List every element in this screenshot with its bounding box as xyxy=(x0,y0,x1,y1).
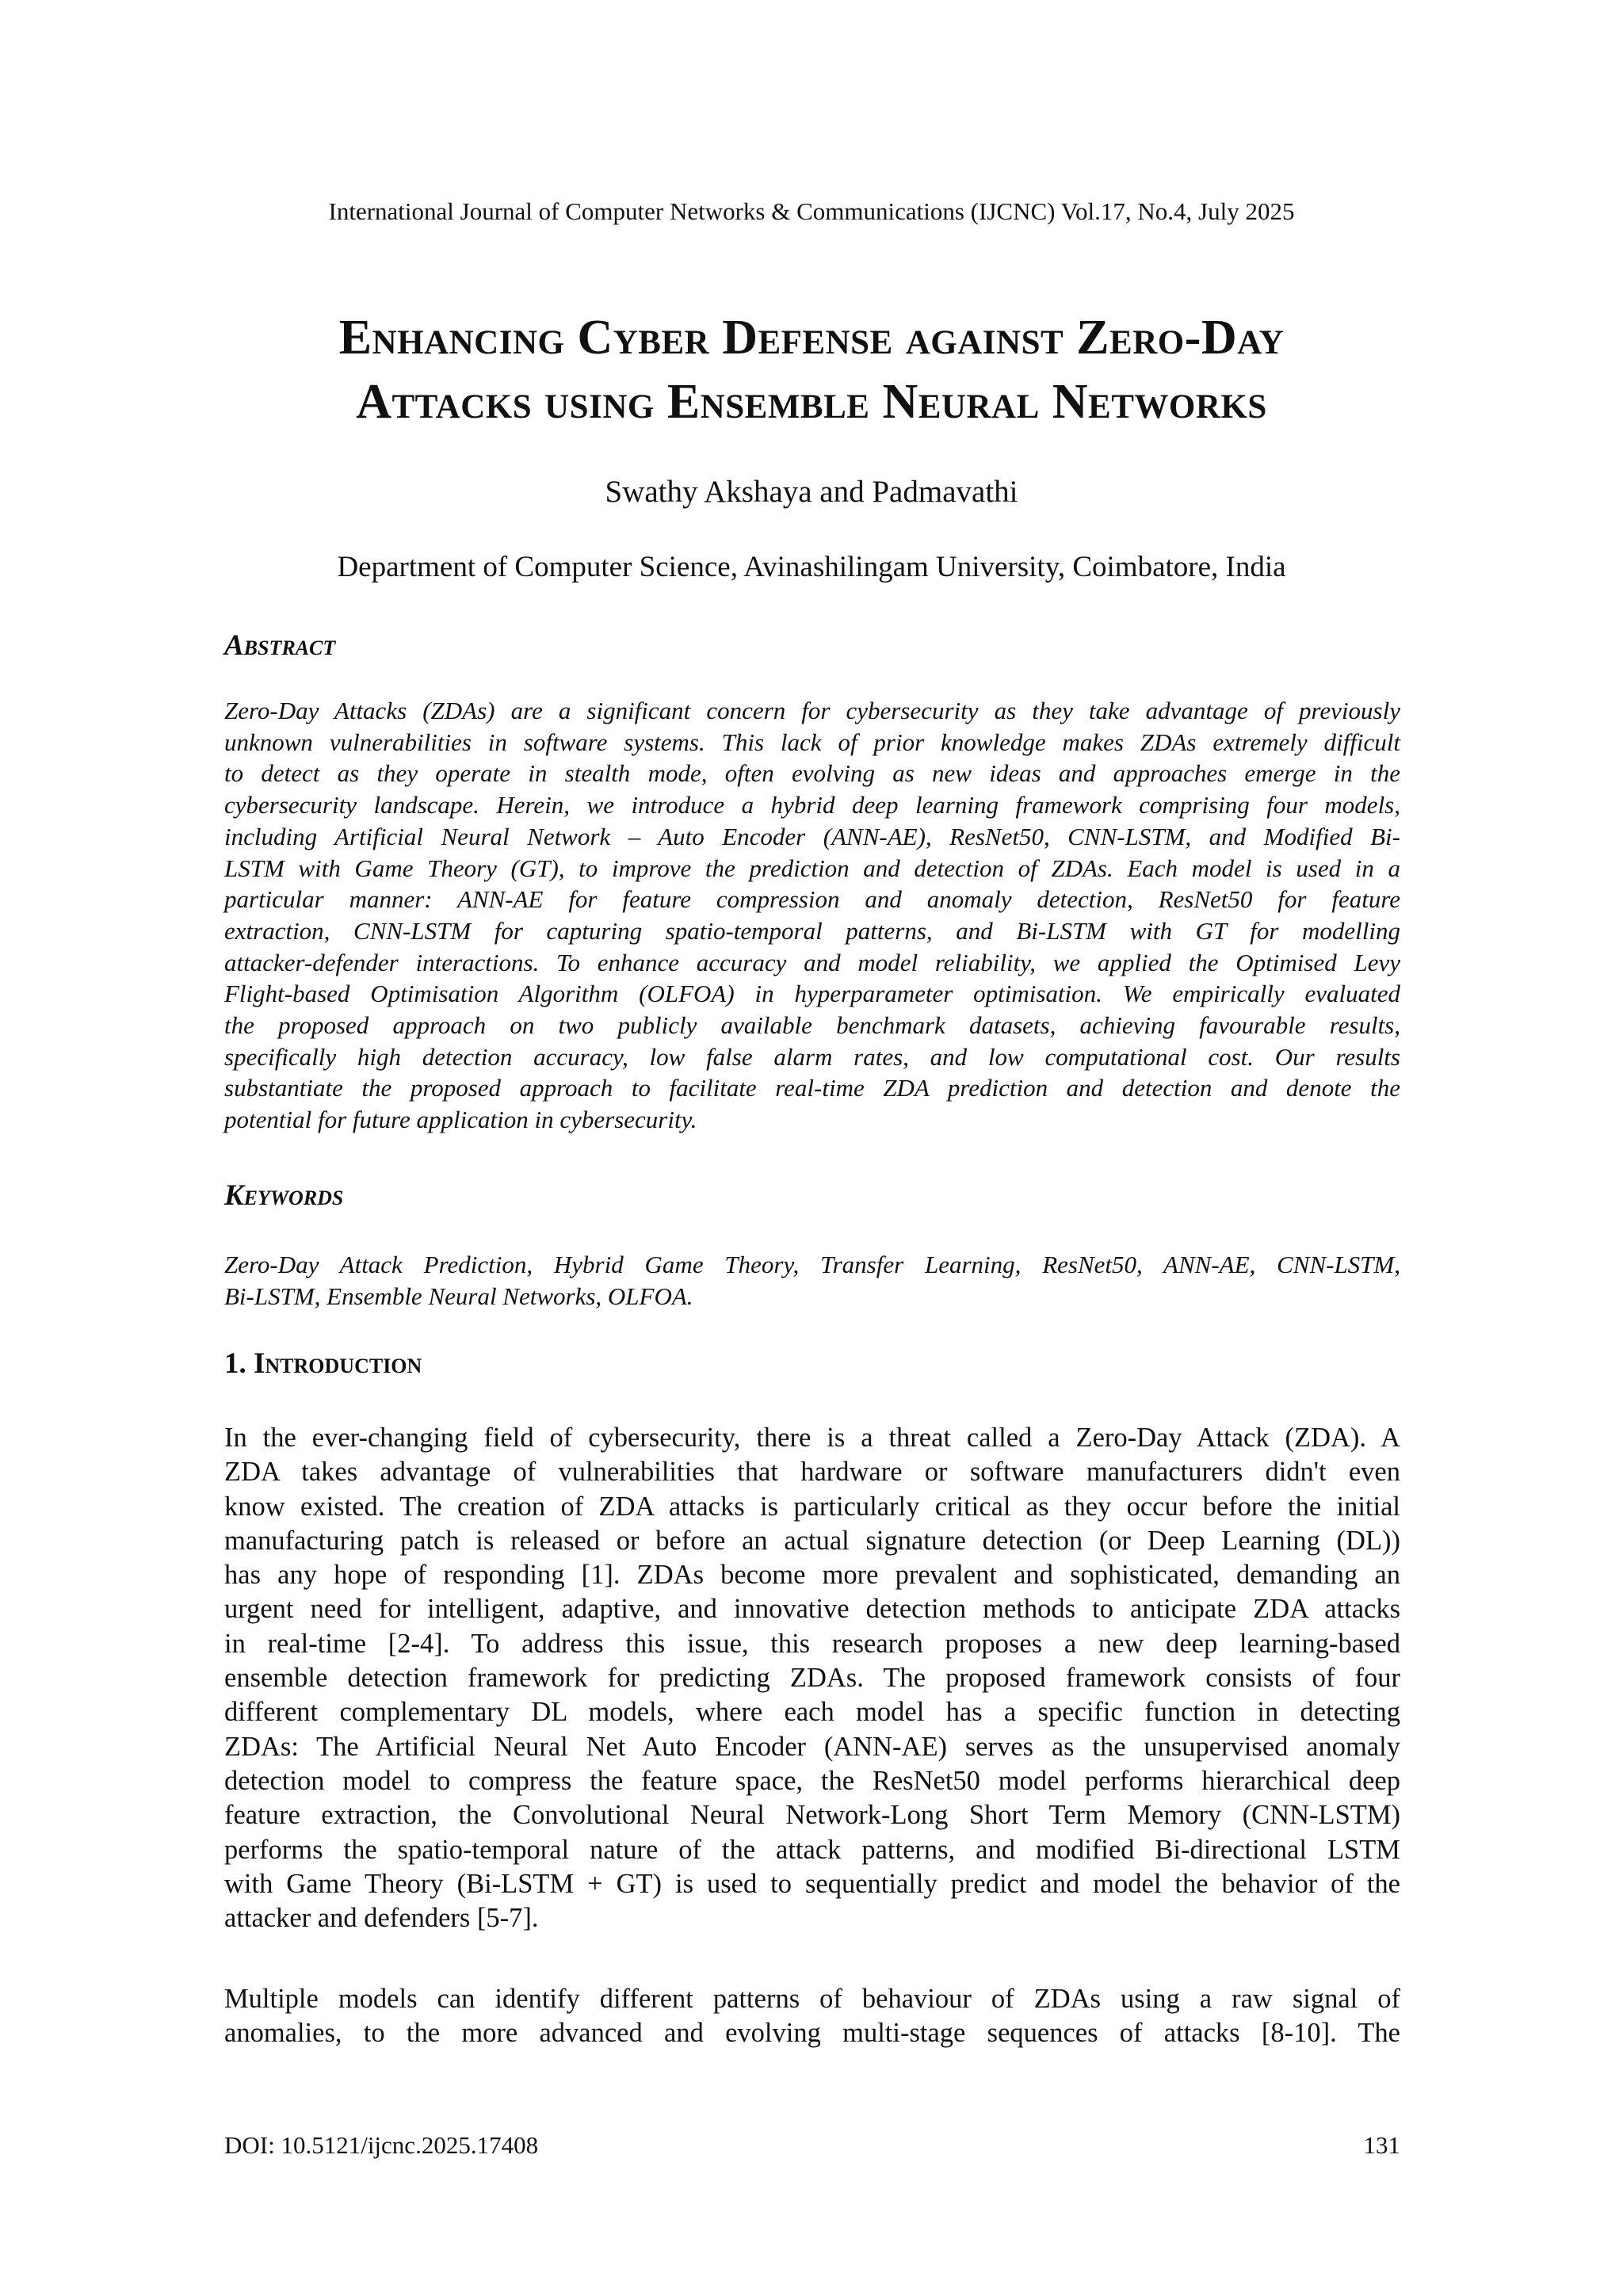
abstract-line: specifically high detection accuracy, low false alarm rates, and low computational cost. Our results xyxy=(224,1042,1400,1071)
abstract-line: including Artificial Neural Network – Auto Encoder (ANN-AE), ResNet50, CNN-LSTM, and Modified Bi- xyxy=(224,822,1400,850)
paragraph-line: with Game Theory (Bi-LSTM + GT) is used to sequentially predict and model the behavior of the xyxy=(224,1868,1400,1899)
paragraph-line: ZDA takes advantage of vulnerabilities that hardware or software manufacturers didn't even xyxy=(224,1457,1400,1488)
keywords-line: Zero-Day Attack Prediction, Hybrid Game Theory, Transfer Learning, ResNet50, ANN-AE, CNN-LSTM, xyxy=(224,1251,1400,1278)
paragraph-line: manufacturing patch is released or before an actual signature detection (or Deep Learning (DL)) xyxy=(224,1525,1400,1556)
abstract-line: Flight-based Optimisation Algorithm (OLFOA) in hyperparameter optimisation. We empirically evaluated xyxy=(224,980,1400,1008)
introduction-paragraph-1 xyxy=(224,1421,1400,1935)
abstract-line: the proposed approach on two publicly available benchmark datasets, achieving favourable results, xyxy=(224,1011,1400,1040)
paragraph-line: Multiple models can identify different patterns of behaviour of ZDAs using a raw signal of xyxy=(224,1984,1400,2014)
keywords-text xyxy=(224,1249,1400,1312)
paragraph-line: In the ever-changing field of cybersecurity, there is a threat called a Zero-Day Attack (ZDA). A xyxy=(224,1423,1400,1453)
paragraph-line: performs the spatio-temporal nature of the attack patterns, and modified Bi-directional LSTM xyxy=(224,1834,1400,1865)
abstract-line: particular manner: ANN-AE for feature compression and anomaly detection, ResNet50 for feature xyxy=(224,885,1400,914)
paragraph-line: detection model to compress the feature space, the ResNet50 model performs hierarchical deep xyxy=(224,1765,1400,1796)
affiliation: Department of Computer Science, Avinashilingam University, Coimbatore, India xyxy=(337,551,1286,583)
footer-doi: DOI: 10.5121/ijcnc.2025.17408 xyxy=(224,2131,539,2159)
abstract-line: substantiate the proposed approach to facilitate real-time ZDA prediction and detection and denote the xyxy=(224,1074,1400,1102)
paragraph-line: know existed. The creation of ZDA attacks is particularly critical as they occur before the initial xyxy=(224,1491,1400,1522)
abstract-line: cybersecurity landscape. Herein, we introduce a hybrid deep learning framework comprising four models, xyxy=(224,791,1400,819)
paragraph-line: has any hope of responding [1]. ZDAs become more prevalent and sophisticated, demanding an xyxy=(224,1560,1400,1591)
paper-title-line-1: Enhancing Cyber Defense against Zero-Day xyxy=(338,311,1285,365)
paragraph-line: ensemble detection framework for predicting ZDAs. The proposed framework consists of four xyxy=(224,1663,1400,1694)
paragraph-line: in real-time [2-4]. To address this issue, this research proposes a new deep learning-based xyxy=(224,1628,1400,1659)
paragraph-line: attacker and defenders [5-7]. xyxy=(224,1903,539,1934)
abstract-text xyxy=(224,695,1400,1136)
keywords-line: Bi-LSTM, Ensemble Neural Networks, OLFOA. xyxy=(224,1282,693,1310)
paper-title-line-2: Attacks using Ensemble Neural Networks xyxy=(356,375,1267,429)
authors: Swathy Akshaya and Padmavathi xyxy=(605,475,1018,509)
abstract-line: Zero-Day Attacks (ZDAs) are a significant concern for cybersecurity as they take advantage of previously xyxy=(224,697,1400,724)
abstract-heading: Abstract xyxy=(224,629,336,662)
paragraph-line: urgent need for intelligent, adaptive, and innovative detection methods to anticipate ZDA attacks xyxy=(224,1594,1400,1625)
abstract-line: to detect as they operate in stealth mode, often evolving as new ideas and approaches emerge in the xyxy=(224,759,1400,788)
paragraph-line: feature extraction, the Convolutional Neural Network-Long Short Term Memory (CNN-LSTM) xyxy=(224,1800,1400,1831)
introduction-heading: 1. Introduction xyxy=(224,1347,422,1380)
paper-title xyxy=(158,306,1465,434)
abstract-line: LSTM with Game Theory (GT), to improve the prediction and detection of ZDAs. Each model is used in a xyxy=(224,854,1400,882)
introduction-paragraph-2 xyxy=(224,1982,1400,2051)
paragraph-line: ZDAs: The Artificial Neural Net Auto Encoder (ANN-AE) serves as the unsupervised anomaly xyxy=(224,1731,1400,1762)
paragraph-line: anomalies, to the more advanced and evolving multi-stage sequences of attacks [8-10]. The xyxy=(224,2018,1400,2049)
paragraph-line: different complementary DL models, where each model has a specific function in detecting xyxy=(224,1697,1400,1728)
abstract-line: potential for future application in cybersecurity. xyxy=(224,1106,697,1134)
footer-page-number: 131 xyxy=(1363,2131,1400,2159)
keywords-heading: Keywords xyxy=(224,1179,344,1212)
abstract-line: attacker-defender interactions. To enhance accuracy and model reliability, we applied the Optimised Levy xyxy=(224,948,1400,976)
abstract-line: unknown vulnerabilities in software systems. This lack of prior knowledge makes ZDAs extremely difficult xyxy=(224,728,1400,756)
running-header: International Journal of Computer Networks & Communications (IJCNC) Vol.17, No.4, July 2025 xyxy=(328,197,1295,225)
abstract-line: extraction, CNN-LSTM for capturing spatio-temporal patterns, and Bi-LSTM with GT for modelling xyxy=(224,916,1400,945)
